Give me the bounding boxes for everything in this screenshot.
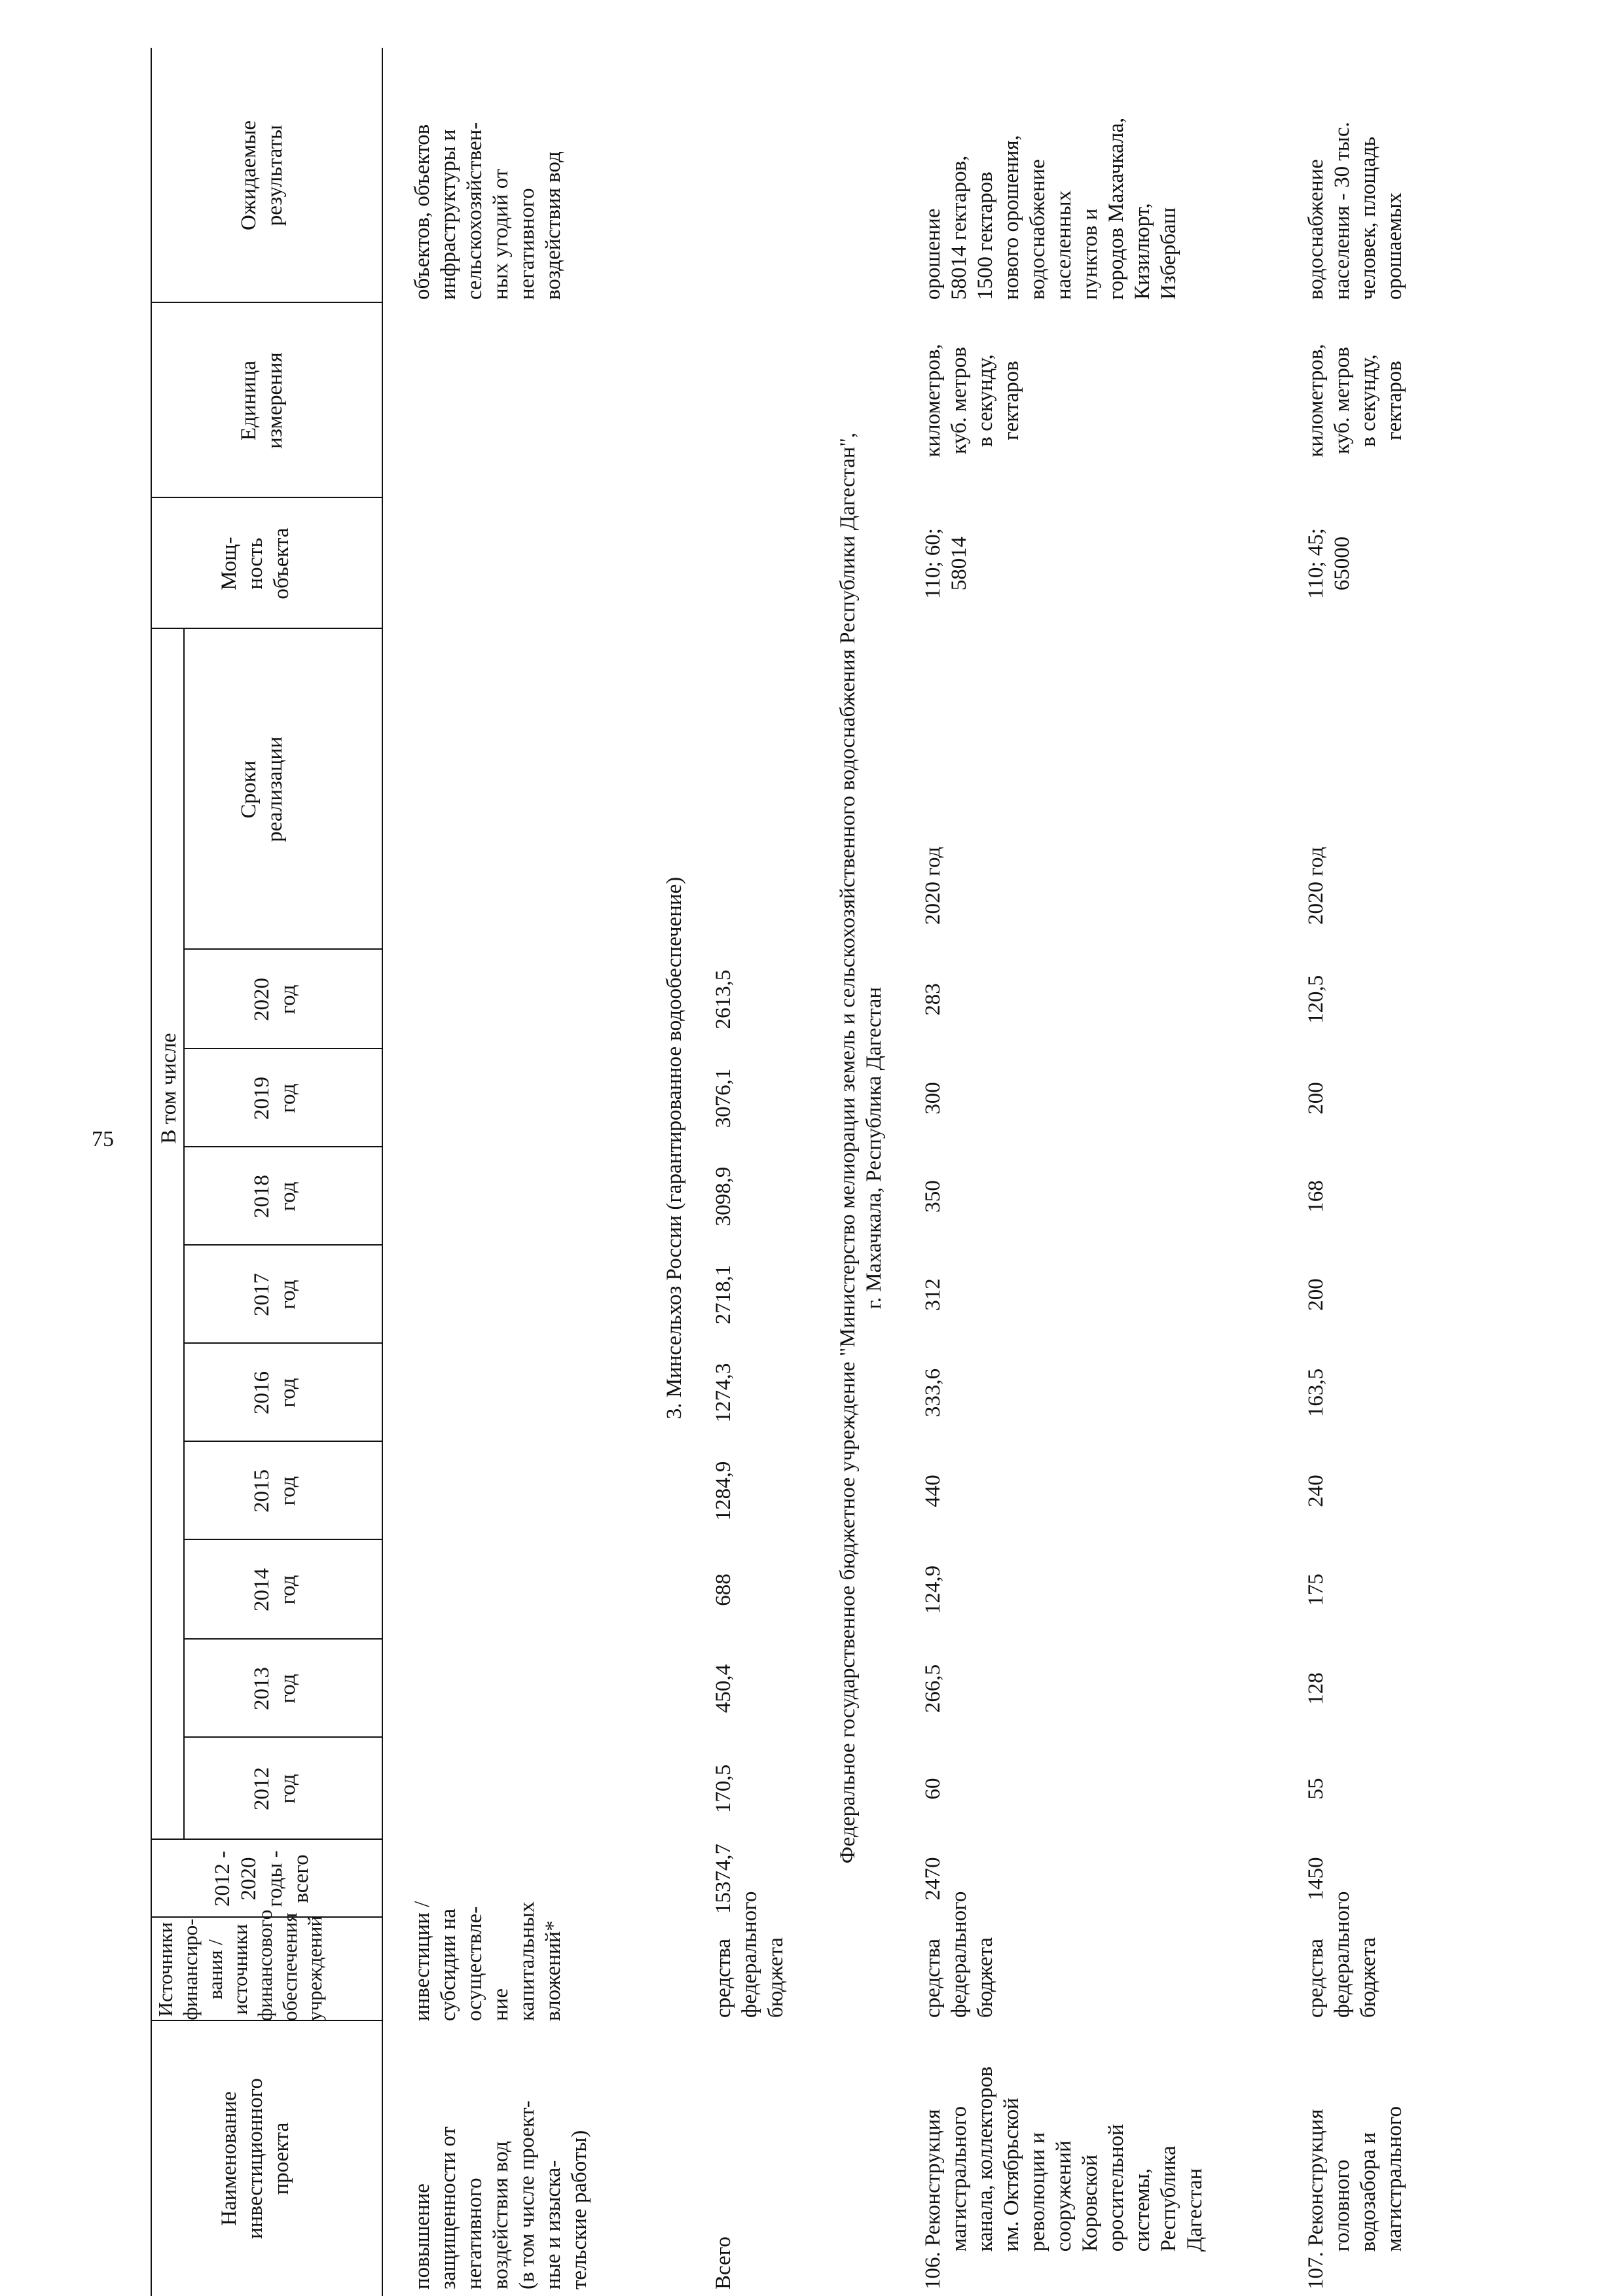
total-row-2013: 450,4	[712, 1664, 735, 1713]
project-106-unit: километров, куб. метров в секунду, гектаров	[921, 344, 1023, 457]
header-year-2016: 2016 год	[250, 1371, 300, 1414]
total-row-2016: 1274,3	[712, 1363, 735, 1423]
project-106-2014: 124,9	[921, 1565, 945, 1615]
project-107-2013: 128	[1304, 1672, 1328, 1705]
project-106-2012: 60	[921, 1778, 945, 1800]
project-106-2015: 440	[921, 1475, 945, 1507]
project-107-2016: 163,5	[1304, 1368, 1328, 1418]
project-107-2017: 200	[1304, 1278, 1328, 1311]
project-107-2018: 168	[1304, 1180, 1328, 1213]
header-funding-sources: Источники финансиро- вания / источники финансового обеспечения учреждений	[154, 1909, 326, 2021]
project-106-results: орошение 58014 гектаров, 1500 гектаров нового орошения, водоснабжение населенных пунктов и городов Махачкала, Кизилюрт, Избербаш	[921, 117, 1180, 300]
header-year-2012: 2012 год	[250, 1767, 300, 1810]
total-row-2020: 2613,5	[712, 969, 735, 1030]
project-107-2020: 120,5	[1304, 975, 1328, 1024]
project-107-results: водоснабжение населения - 30 тыс. человек, площадь орошаемых	[1304, 122, 1406, 300]
project-107-unit: километров, куб. метров в секунду, гектаров	[1304, 344, 1406, 457]
total-row-2014: 688	[712, 1573, 735, 1606]
header-terms: Сроки реализации	[237, 736, 287, 842]
cont-row-source: инвестиции / субсидии на осуществле- ние капитальных вложений*	[410, 1901, 565, 2021]
header-top-rule	[151, 48, 152, 2296]
header-year-2018: 2018 год	[250, 1175, 300, 1218]
project-107-2014: 175	[1304, 1573, 1328, 1606]
header-unit: Единица измерения	[237, 352, 287, 449]
total-row-total: 15374,7	[712, 1843, 735, 1914]
header-including: В том числе	[157, 1033, 181, 1144]
project-107-capacity: 110; 45; 65000	[1304, 528, 1354, 599]
including-rule	[183, 629, 185, 1840]
project-107-name: 107. Реконструкция головного водозабора и магистрального	[1304, 2106, 1406, 2289]
header-bottom-rule	[382, 48, 383, 2296]
project-106-2020: 283	[921, 983, 945, 1016]
project-107-total: 1450	[1304, 1857, 1328, 1901]
cont-row-results: объектов, объектов инфраструктуры и сельскохозяйствен- ных угодий от негативного воздействия вод	[410, 122, 565, 300]
total-row-label: Всего	[712, 2236, 735, 2289]
total-row-2017: 2718,1	[712, 1265, 735, 1325]
cont-row-name: повышение защищенности от негативного воздействия вод (в том числе проект- ные и изыска- тельские работы)	[410, 2100, 591, 2289]
project-106-terms: 2020 год	[921, 846, 945, 925]
total-row-2018: 3098,9	[712, 1166, 735, 1227]
total-row-source: средства федерального бюджета	[712, 1891, 788, 2018]
project-106-2013: 266,5	[921, 1664, 945, 1713]
total-row-2019: 3076,1	[712, 1068, 735, 1128]
header-year-2014: 2014 год	[250, 1568, 300, 1611]
total-row-2012: 170,5	[712, 1764, 735, 1814]
project-107-terms: 2020 год	[1304, 846, 1328, 925]
header-year-2017: 2017 год	[250, 1273, 300, 1316]
project-106-2018: 350	[921, 1180, 945, 1213]
page-number: 75	[92, 1127, 114, 1151]
header-year-2013: 2013 год	[250, 1667, 300, 1710]
header-project-name: Наименование инвестиционного проекта	[217, 2078, 293, 2239]
header-results: Ожидаемые результаты	[237, 120, 287, 231]
header-year-2020: 2020 год	[250, 978, 300, 1021]
project-106-name: 106. Реконструкция магистрального канала, коллекторов им. Октябрьской революции и сооружений Коровской оросительной системы, Республика Дагестан	[921, 2066, 1207, 2289]
header-year-2019: 2019 год	[250, 1077, 300, 1120]
header-year-2015: 2015 год	[250, 1469, 300, 1513]
project-106-capacity: 110; 60; 58014	[921, 528, 971, 599]
header-total: 2012 - 2020 годы - всего	[211, 1850, 313, 1907]
project-106-2017: 312	[921, 1278, 945, 1311]
total-row-2015: 1284,9	[712, 1461, 735, 1521]
section-title: 3. Минсельхоз России (гарантированное водообеспечение)	[663, 876, 686, 1420]
project-107-2019: 200	[1304, 1082, 1328, 1115]
project-107-source: средства федерального бюджета	[1304, 1891, 1380, 2018]
header-capacity: Мощ- ность объекта	[217, 528, 293, 600]
project-107-2012: 55	[1304, 1778, 1328, 1800]
project-106-2016: 333,6	[921, 1368, 945, 1418]
institution-heading: Федеральное государственное бюджетное учреждение "Министерство мелиорации земель и сельскохозяйственного водоснабжения Республики Дагестан", г. Махачкала, Республика Дагестан	[836, 432, 886, 1864]
project-107-2015: 240	[1304, 1475, 1328, 1507]
project-106-total: 2470	[921, 1857, 945, 1901]
project-106-2019: 300	[921, 1082, 945, 1115]
project-106-source: средства федерального бюджета	[921, 1891, 997, 2018]
